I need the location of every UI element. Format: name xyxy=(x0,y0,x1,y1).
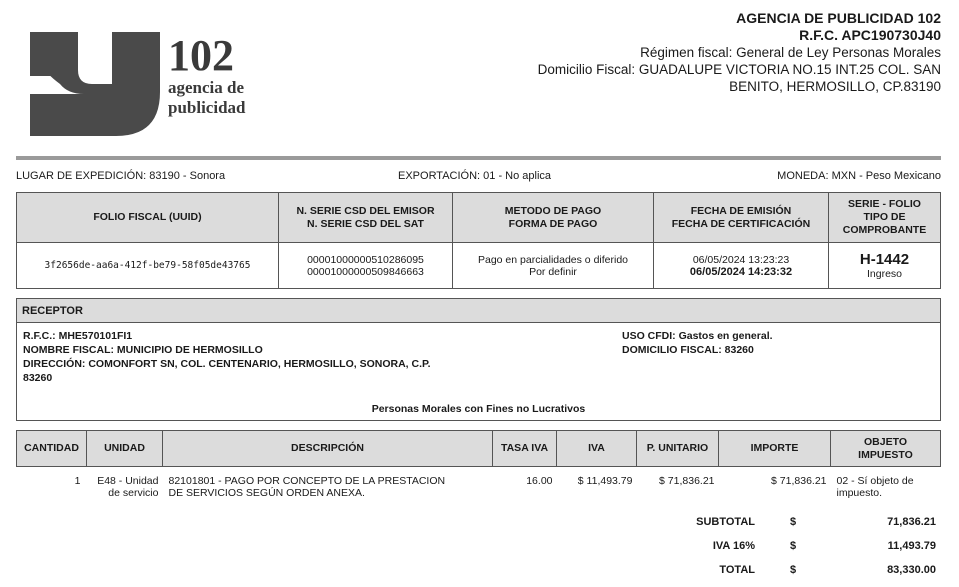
totals-block xyxy=(640,516,940,587)
folio-values: H-1442 Ingreso xyxy=(829,243,941,289)
total-row xyxy=(640,564,940,587)
receptor-domicilio: DOMICILIO FISCAL: 83260 xyxy=(622,344,754,356)
item-cantidad: 1 xyxy=(74,475,81,487)
item-objeto: 02 - Sí objeto de impuesto. xyxy=(836,475,914,499)
table-row xyxy=(17,467,941,507)
item-p-unitario: $ 71,836.21 xyxy=(659,475,715,487)
receptor-section xyxy=(16,298,941,421)
col-p-unitario: P. UNITARIO xyxy=(637,431,719,467)
exportacion: EXPORTACIÓN: 01 - No aplica xyxy=(398,170,552,182)
col-tasa-iva: TASA IVA xyxy=(493,431,557,467)
logo-line2: publicidad xyxy=(168,98,246,117)
receptor-header: RECEPTOR xyxy=(17,299,940,323)
receptor-rfc: R.F.C.: MHE570101FI1 xyxy=(23,330,133,342)
col-cantidad: CANTIDAD xyxy=(17,431,87,467)
iva-label: IVA 16% xyxy=(712,540,755,552)
total-label: TOTAL xyxy=(719,564,755,576)
header-metodo-pago: METODO DE PAGO FORMA DE PAGO xyxy=(453,193,654,243)
header-serie-folio: SERIE - FOLIO TIPO DE COMPROBANTE xyxy=(829,193,941,243)
logo-wordmark xyxy=(168,31,246,118)
col-descripcion: DESCRIPCIÓN xyxy=(163,431,493,467)
subtotal-amount: 71,836.21 xyxy=(887,516,936,528)
issuer-domicilio-1: Domicilio Fiscal: GUADALUPE VICTORIA NO.15 INT.25 COL. SAN xyxy=(537,62,941,77)
subtotal-label: SUBTOTAL xyxy=(696,516,755,528)
header-divider xyxy=(16,156,941,160)
col-objeto: OBJETO IMPUESTO xyxy=(831,431,941,467)
header-folio: FOLIO FISCAL (UUID) xyxy=(17,193,279,243)
subtotal-row xyxy=(640,516,940,540)
lugar-expedicion: LUGAR DE EXPEDICIÓN: 83190 - Sonora xyxy=(16,170,226,182)
total-currency: $ xyxy=(790,564,797,576)
agency-logo xyxy=(30,32,160,136)
fecha-values: 06/05/2024 13:23:23 06/05/2024 14:23:32 xyxy=(654,243,829,289)
receptor-left xyxy=(23,329,483,385)
logo-number: 102 xyxy=(168,31,234,80)
iva-currency: $ xyxy=(790,540,797,552)
subtotal-currency: $ xyxy=(790,516,797,528)
moneda: MONEDA: MXN - Peso Mexicano xyxy=(777,170,941,182)
issuer-block xyxy=(471,10,941,95)
total-amount: 83,330.00 xyxy=(887,564,936,576)
receptor-regimen: Personas Morales con Fines no Lucrativos xyxy=(371,403,586,415)
metodo-values: Pago en parcialidades o diferido Por definir xyxy=(453,243,654,289)
issuer-regimen: Régimen fiscal: General de Ley Personas Morales xyxy=(640,45,941,60)
issuer-rfc: R.F.C. APC190730J40 xyxy=(799,27,941,43)
iva-amount: 11,493.79 xyxy=(887,540,936,552)
item-importe: $ 71,836.21 xyxy=(771,475,827,487)
receptor-right xyxy=(622,329,773,357)
item-unidad: E48 - Unidad de servicio xyxy=(97,475,159,499)
receptor-nombre: NOMBRE FISCAL: MUNICIPIO DE HERMOSILLO xyxy=(23,344,263,356)
issuer-domicilio-2: BENITO, HERMOSILLO, CP.83190 xyxy=(729,79,941,94)
uuid-value: 3f2656de-aa6a-412f-be79-58f05de43765 xyxy=(17,243,279,289)
csd-values: 00001000000510286095 00001000000509846663 xyxy=(279,243,453,289)
logo-line1: agencia de xyxy=(168,78,245,97)
iva-row xyxy=(640,540,940,564)
item-descripcion: 82101801 - PAGO POR CONCEPTO DE LA PRESTACION DE SERVICIOS SEGÚN ORDEN ANEXA. xyxy=(168,475,446,499)
col-unidad: UNIDAD xyxy=(87,431,163,467)
receptor-direccion-2: 83260 xyxy=(23,372,53,384)
header-fecha: FECHA DE EMISIÓN FECHA DE CERTIFICACIÓN xyxy=(654,193,829,243)
issuer-name: AGENCIA DE PUBLICIDAD 102 xyxy=(736,10,941,26)
receptor-uso-cfdi: USO CFDI: Gastos en general. xyxy=(622,330,773,342)
item-tasa-iva: 16.00 xyxy=(526,475,553,487)
col-iva: IVA xyxy=(557,431,637,467)
receptor-direccion-1: DIRECCIÓN: COMONFORT SN, COL. CENTENARIO, HERMOSILLO, SONORA, C.P. xyxy=(23,358,431,370)
header-serie-csd: N. SERIE CSD DEL EMISOR N. SERIE CSD DEL SAT xyxy=(279,193,453,243)
item-iva: $ 11,493.79 xyxy=(577,475,633,487)
col-importe: IMPORTE xyxy=(719,431,831,467)
fiscal-table xyxy=(16,192,941,289)
items-table xyxy=(16,430,941,507)
